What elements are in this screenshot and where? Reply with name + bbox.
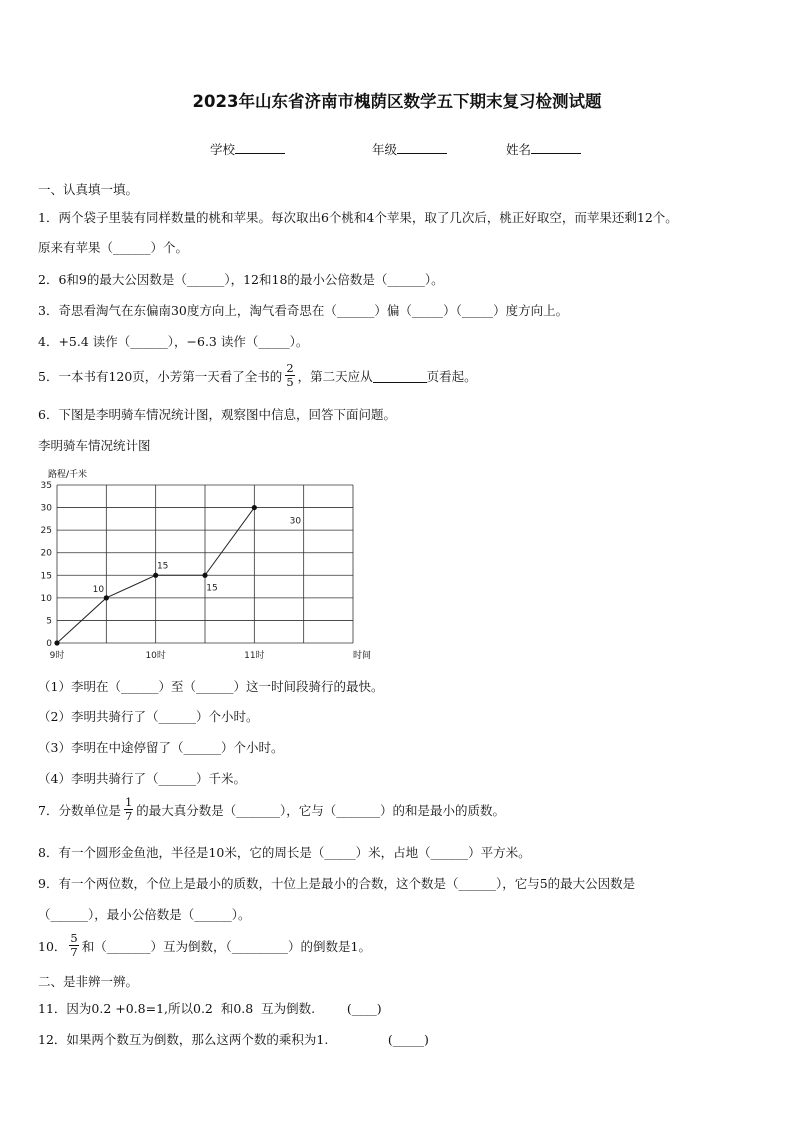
question-2: 2．6和9的最大公因数是（______），12和18的最小公倍数是（______）。: [38, 272, 444, 287]
question-5-text-3: 页看起。: [426, 368, 477, 384]
question-7-text: 7．分数单位是: [38, 802, 121, 818]
fraction-denominator: 7: [70, 945, 78, 959]
question-6: 6．下图是李明骑车情况统计图，观察图中信息，回答下面问题。: [38, 407, 396, 422]
fraction-numerator: 1: [124, 795, 133, 809]
question-5-text: 5．一本书有120页，小芳第一天看了全书的: [38, 368, 283, 384]
question-12: 12．如果两个数互为倒数，那么这两个数的乘积为1. (_____): [38, 1032, 429, 1047]
page-title: 2023年山东省济南市槐荫区数学五下期末复习检测试题: [192, 92, 602, 111]
data-point: [104, 595, 109, 600]
y-tick-label: 0: [46, 639, 52, 649]
subquestion-1: （1）李明在（______）至（______）这一时间段骑行的最快。: [38, 679, 384, 694]
y-tick-label: 5: [46, 616, 52, 627]
question-9-line-2: （______），最小公倍数是（______）。: [38, 907, 251, 922]
grade-label: 年级: [372, 142, 398, 157]
y-tick-label: 10: [40, 593, 52, 604]
data-label: 30: [289, 516, 302, 527]
x-tick-label: 9时: [49, 651, 65, 661]
x-tick-label: 11时: [244, 651, 265, 661]
question-8: 8．有一个圆形金鱼池，半径是10米，它的周长是（_____）米，占地（______）平方米。: [38, 845, 531, 860]
question-7-text-2: 的最大真分数是（_______），它与（_______）的和是最小的质数。: [136, 802, 506, 818]
chart-ticks: [41, 481, 265, 661]
question-11: 11．因为0.2 +0.8=1,所以0.2 和0.8 互为倒数. (____): [38, 1001, 382, 1016]
fraction-denominator: 7: [124, 809, 133, 823]
fraction-denominator: 5: [286, 375, 294, 389]
fraction-1-7: [124, 796, 133, 823]
grade-blank: [397, 153, 447, 154]
section-2-heading: 二、是非辨一辨。: [38, 974, 139, 989]
y-tick-label: 30: [40, 503, 52, 514]
question-5-text-2: ，第二天应从: [297, 368, 373, 384]
data-point: [202, 573, 207, 578]
y-tick-label: 20: [40, 548, 52, 559]
subquestion-3: （3）李明在中途停留了（______）个小时。: [38, 740, 284, 755]
chart-caption: 李明骑车情况统计图: [38, 438, 151, 453]
data-label: 15: [156, 561, 169, 572]
question-7: [38, 796, 505, 823]
chart-grid: [57, 485, 353, 643]
section-1-heading: 一、认真填一填。: [38, 182, 139, 197]
subquestion-4: （4）李明共骑行了（______）千米。: [38, 771, 246, 786]
y-tick-label: 25: [40, 526, 52, 537]
question-5-blank: [373, 369, 427, 383]
y-tick-label: 15: [40, 571, 52, 582]
subquestion-2: （2）李明共骑行了（______）个小时。: [38, 709, 259, 724]
grade-field: [372, 140, 447, 158]
data-point: [252, 505, 257, 510]
data-label: 15: [206, 583, 218, 594]
fraction-numerator: 5: [70, 931, 78, 945]
question-1-line-2: 原来有苹果（______）个。: [38, 240, 189, 255]
question-10-text-2: 和（_______）互为倒数，（_________）的倒数是1。: [81, 938, 371, 954]
y-axis-label: 路程/千米: [48, 470, 88, 480]
data-label: 10: [92, 584, 105, 595]
name-field: [506, 140, 581, 158]
question-1-line-1: 1．两个袋子里装有同样数量的桃和苹果。每次取出6个桃和4个苹果，取了几次后，桃正好取空，而苹果还剩12个。: [38, 210, 678, 225]
fraction-5-7: [69, 932, 78, 959]
line-chart: [30, 462, 390, 667]
question-3: 3．奇思看淘气在东偏南30度方向上，淘气看奇思在（______）偏（_____）（_____）度方向上。: [38, 303, 569, 318]
question-4: 4．+5.4 读作（______），−6.3 读作（_____）。: [38, 334, 309, 349]
question-5: [38, 362, 477, 389]
question-10-text: 10．: [38, 938, 67, 954]
name-label: 姓名: [506, 142, 532, 157]
school-field: [210, 140, 285, 158]
question-9-line-1: 9．有一个两位数，个位上是最小的质数，十位上是最小的合数，这个数是（______），它与5的最大公因数是: [38, 876, 636, 891]
school-blank: [235, 153, 285, 154]
y-tick-label: 35: [40, 481, 52, 491]
school-label: 学校: [210, 142, 236, 157]
x-tick-label: 10时: [145, 651, 166, 661]
x-axis-label: 时间: [353, 651, 372, 661]
data-point: [54, 640, 59, 645]
data-point: [153, 573, 158, 578]
fraction-2-5: [285, 362, 294, 389]
question-10: [38, 932, 371, 959]
name-blank: [531, 153, 581, 154]
fraction-numerator: 2: [286, 361, 294, 375]
